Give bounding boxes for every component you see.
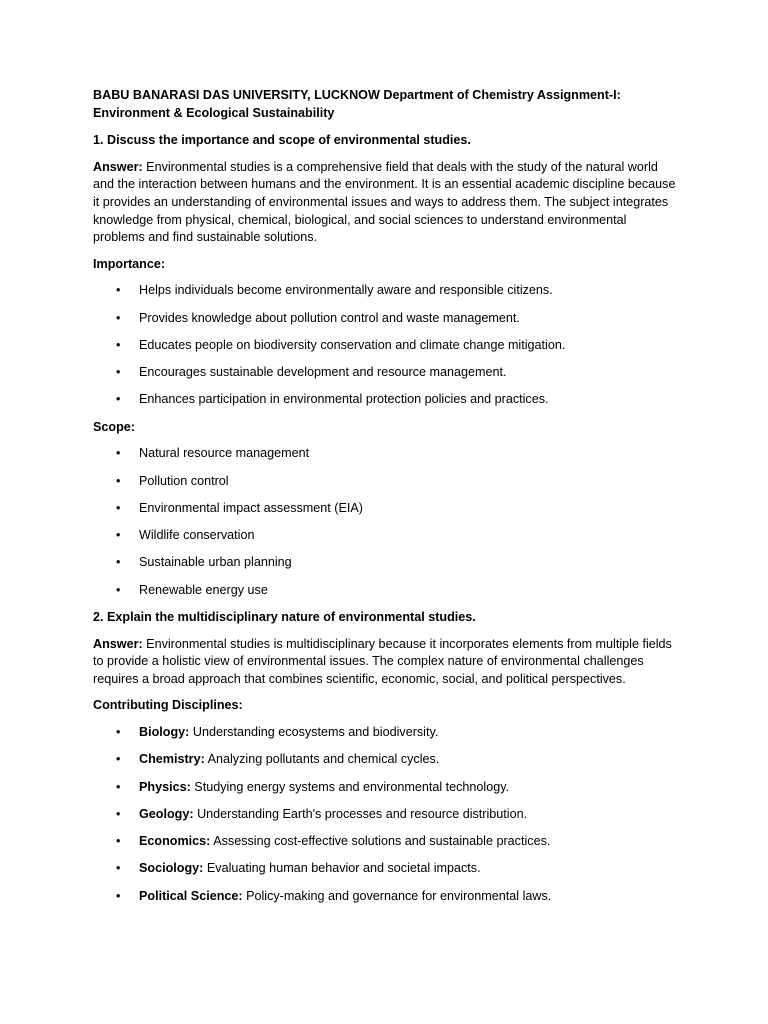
list-item: • Sustainable urban planning (93, 554, 678, 572)
list-item: • Wildlife conservation (93, 527, 678, 545)
question-2: 2. Explain the multidisciplinary nature of environmental studies. (93, 610, 476, 625)
bullet-icon: • (116, 779, 121, 794)
bullet-icon: • (116, 888, 121, 903)
importance-heading: Importance: (93, 256, 166, 271)
list-item: • Pollution control (93, 473, 678, 491)
bullet-icon: • (116, 310, 121, 325)
bullet-icon: • (116, 582, 121, 597)
bullet-icon: • (116, 473, 121, 488)
bullet-icon: • (116, 283, 121, 298)
bullet-icon: • (116, 528, 121, 543)
disciplines-list (93, 724, 678, 905)
bullet-icon: • (116, 500, 121, 515)
list-item: • Renewable energy use (93, 582, 678, 600)
list-item: • Chemistry: Analyzing pollutants and chemical cycles. (93, 751, 678, 769)
answer-2 (93, 636, 678, 689)
list-item: • Sociology: Evaluating human behavior and societal impacts. (93, 860, 678, 878)
list-item: • Encourages sustainable development and resource management. (93, 364, 678, 382)
bullet-icon: • (116, 555, 121, 570)
importance-list (93, 282, 678, 409)
bullet-icon: • (116, 337, 121, 352)
bullet-icon: • (116, 446, 121, 461)
bullet-icon: • (116, 806, 121, 821)
scope-list (93, 445, 678, 599)
list-item: • Political Science: Policy-making and governance for environmental laws. (93, 888, 678, 906)
disciplines-heading: Contributing Disciplines: (93, 698, 243, 713)
answer-1 (93, 159, 678, 247)
list-item: • Natural resource management (93, 445, 678, 463)
scope-heading: Scope: (93, 419, 135, 434)
list-item: • Geology: Understanding Earth's processes and resource distribution. (93, 806, 678, 824)
bullet-icon: • (116, 725, 121, 739)
answer-1-text: Environmental studies is a comprehensive field that deals with the study of the natural world and the interaction between humans and the environment. It is an essential academic discipline because it provides an understanding of environmental issues and ways to address them. The subject integrates knowledge from physical, chemical, biological, and social sciences to understand environmental problems and find sustainable solutions. (93, 159, 676, 245)
list-item: • Helps individuals become environmentally aware and responsible citizens. (93, 282, 678, 300)
bullet-icon: • (116, 752, 121, 767)
bullet-icon: • (116, 834, 121, 849)
list-item: • Physics: Studying energy systems and environmental technology. (93, 779, 678, 797)
bullet-icon: • (116, 365, 121, 380)
bullet-icon: • (116, 861, 121, 876)
list-item: • Economics: Assessing cost-effective solutions and sustainable practices. (93, 833, 678, 851)
list-item: • Biology: Understanding ecosystems and biodiversity. (93, 724, 678, 742)
list-item: • Educates people on biodiversity conservation and climate change mitigation. (93, 337, 678, 355)
document-title: BABU BANARASI DAS UNIVERSITY, LUCKNOW Department of Chemistry Assignment-I: Environment & Ecological Sustainability (93, 88, 621, 120)
list-item: • Provides knowledge about pollution control and waste management. (93, 310, 678, 328)
question-1: 1. Discuss the importance and scope of environmental studies. (93, 133, 471, 148)
answer-label: Answer: (93, 636, 143, 651)
bullet-icon: • (116, 392, 121, 407)
list-item: • Environmental impact assessment (EIA) (93, 500, 678, 518)
answer-2-text: Environmental studies is multidisciplinary because it incorporates elements from multiple fields to provide a holistic view of environmental issues. The complex nature of environmental challenges requires a broad approach that combines scientific, economic, social, and political perspectives. (93, 636, 672, 686)
list-item: • Enhances participation in environmental protection policies and practices. (93, 391, 678, 409)
answer-label: Answer: (93, 159, 143, 174)
